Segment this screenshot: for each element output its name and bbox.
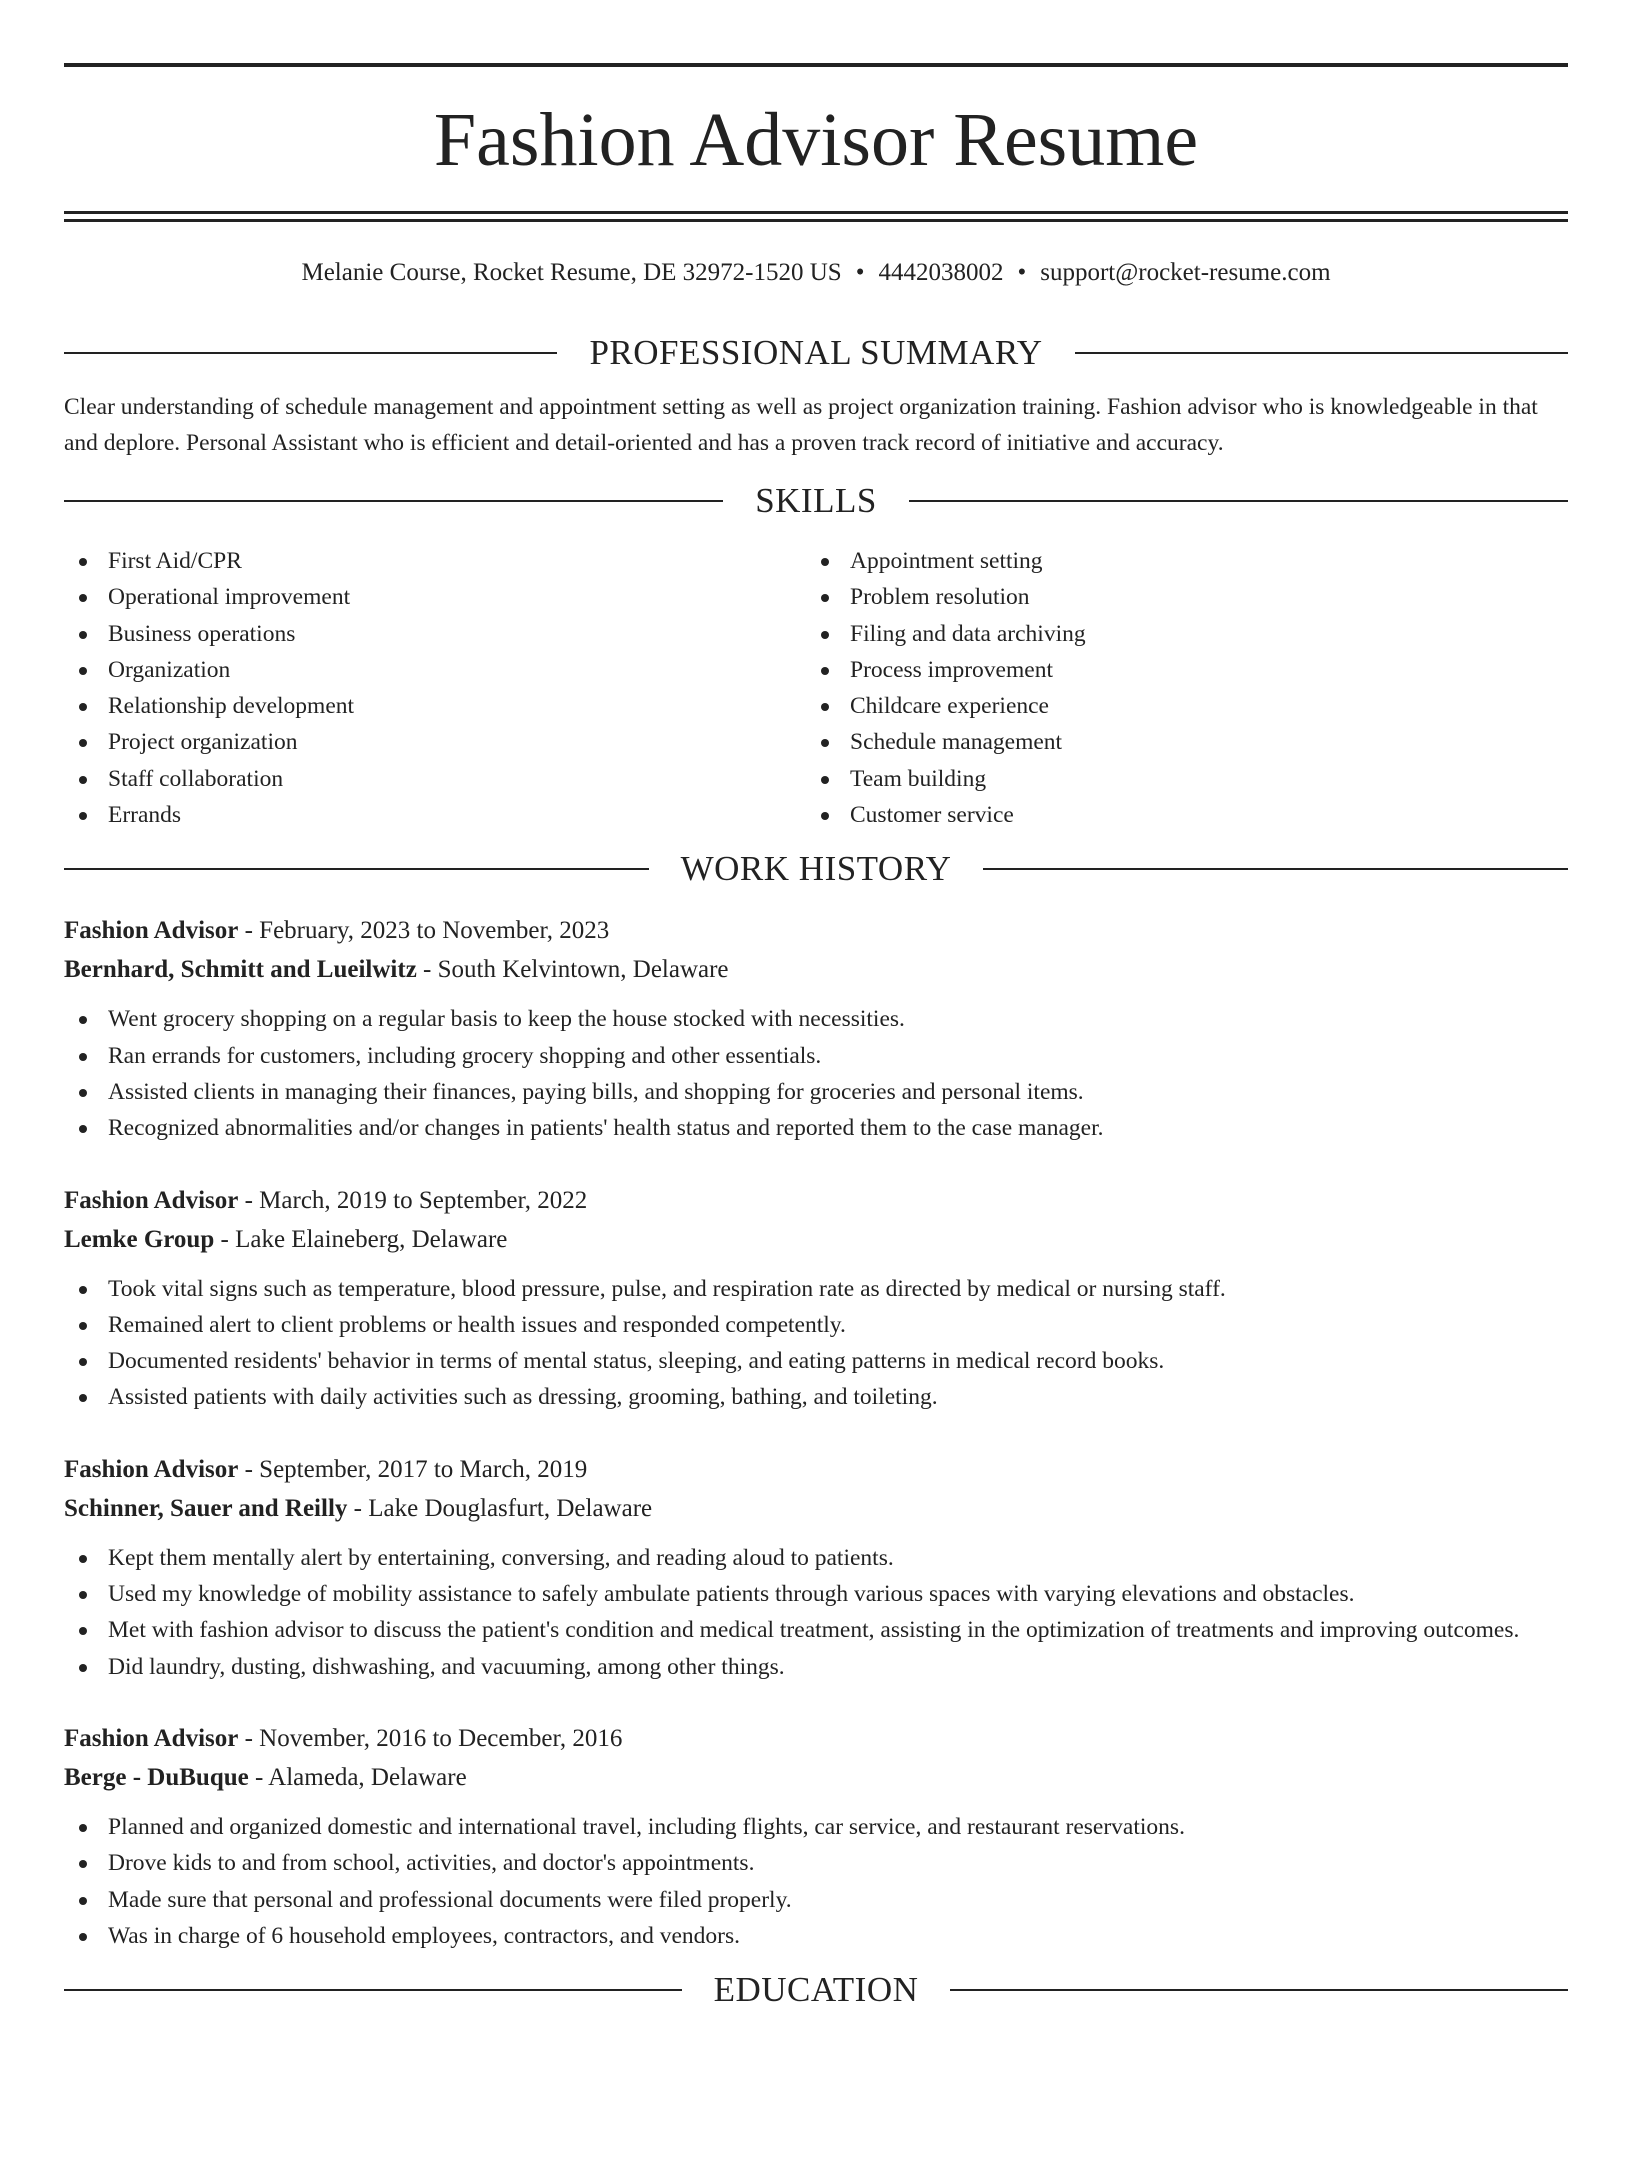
job-bullets — [64, 1001, 1568, 1146]
job-location: - Alameda, Delaware — [248, 1763, 467, 1791]
job-dates: - September, 2017 to March, 2019 — [238, 1455, 588, 1483]
section-rule — [909, 500, 1568, 502]
summary-text: Clear understanding of schedule management and appointment setting as well as project organization training. Fashion advisor who is knowledgeable in that and deplore. Personal Assistant who is efficient and detail-oriented and has a proven track record of initiative and accuracy. — [64, 394, 1538, 456]
skills-left-list — [64, 543, 806, 833]
job-bullet: Went grocery shopping on a regular basis to keep the house stocked with necessities. — [64, 1001, 1568, 1037]
job-company: Schinner, Sauer and Reilly — [64, 1494, 348, 1522]
job-bullet: Did laundry, dusting, dishwashing, and vacuuming, among other things. — [64, 1649, 1568, 1685]
section-rule — [950, 1989, 1568, 1991]
job-title: Fashion Advisor — [64, 917, 239, 945]
job-dates: - November, 2016 to December, 2016 — [238, 1724, 623, 1752]
section-title: PROFESSIONAL SUMMARY — [589, 333, 1043, 372]
job-bullets — [64, 1540, 1568, 1685]
skill-item: Filing and data archiving — [806, 616, 1548, 652]
job-bullet: Assisted patients with daily activities such as dressing, grooming, bathing, and toileting. — [64, 1379, 1568, 1415]
job-title-line — [64, 1181, 1568, 1220]
job-company-line — [64, 1489, 1568, 1528]
section-header-education — [64, 1968, 1568, 2012]
section-rule — [1075, 352, 1568, 354]
skill-item: First Aid/CPR — [64, 543, 806, 579]
section-rule — [64, 868, 649, 870]
skill-item: Team building — [806, 761, 1548, 797]
job-location: - Lake Elaineberg, Delaware — [214, 1225, 508, 1253]
job-company: Bernhard, Schmitt and Lueilwitz — [64, 956, 417, 984]
section-rule — [64, 500, 723, 502]
job-title-line — [64, 911, 1568, 950]
job-bullets — [64, 1271, 1568, 1416]
skill-item: Staff collaboration — [64, 761, 806, 797]
job-location: - Lake Douglasfurt, Delaware — [347, 1494, 653, 1522]
job-bullet: Ran errands for customers, including grocery shopping and other essentials. — [64, 1038, 1568, 1074]
job-entry — [64, 1450, 1568, 1685]
job-location: - South Kelvintown, Delaware — [416, 956, 729, 984]
job-bullet: Remained alert to client problems or health issues and responded competently. — [64, 1307, 1568, 1343]
skill-item: Childcare experience — [806, 688, 1548, 724]
job-bullet: Documented residents' behavior in terms of mental status, sleeping, and eating patterns in medical record books. — [64, 1343, 1568, 1379]
job-bullet: Was in charge of 6 household employees, contractors, and vendors. — [64, 1918, 1568, 1954]
job-bullet: Planned and organized domestic and international travel, including flights, car service, and restaurant reservations. — [64, 1809, 1568, 1845]
top-rule — [64, 63, 1568, 67]
job-company-line — [64, 950, 1568, 989]
job-bullets — [64, 1809, 1568, 1954]
job-company: Lemke Group — [64, 1225, 215, 1253]
job-title: Fashion Advisor — [64, 1724, 239, 1752]
contact-phone: 4442038002 — [878, 259, 1004, 286]
skill-item: Errands — [64, 797, 806, 833]
section-rule — [64, 352, 557, 354]
skill-item: Problem resolution — [806, 579, 1548, 615]
skill-item: Schedule management — [806, 724, 1548, 760]
job-bullet: Used my knowledge of mobility assistance to safely ambulate patients through various spaces with varying elevations and obstacles. — [64, 1576, 1568, 1612]
section-title: SKILLS — [755, 481, 877, 520]
section-title: WORK HISTORY — [680, 849, 952, 889]
job-bullet: Assisted clients in managing their finances, paying bills, and shopping for groceries and personal items. — [64, 1074, 1568, 1110]
job-title-line — [64, 1719, 1568, 1758]
job-bullet: Made sure that personal and professional documents were filed properly. — [64, 1882, 1568, 1918]
skills-right-list — [806, 543, 1548, 833]
title-double-rule — [64, 211, 1568, 222]
job-title: Fashion Advisor — [64, 1186, 239, 1214]
section-title: EDUCATION — [713, 1970, 919, 2010]
contact-line — [64, 257, 1568, 289]
job-dates: - March, 2019 to September, 2022 — [238, 1186, 588, 1214]
contact-email: support@rocket-resume.com — [1040, 259, 1331, 286]
skill-item: Process improvement — [806, 652, 1548, 688]
skill-item: Project organization — [64, 724, 806, 760]
skill-item: Organization — [64, 652, 806, 688]
skill-item: Business operations — [64, 616, 806, 652]
job-company-line — [64, 1758, 1568, 1797]
job-bullet: Recognized abnormalities and/or changes in patients' health status and reported them to the case manager. — [64, 1110, 1568, 1146]
job-bullet: Kept them mentally alert by entertaining, conversing, and reading aloud to patients. — [64, 1540, 1568, 1576]
job-bullet: Took vital signs such as temperature, blood pressure, pulse, and respiration rate as directed by medical or nursing staff. — [64, 1271, 1568, 1307]
job-bullet: Met with fashion advisor to discuss the patient's condition and medical treatment, assisting in the optimization of treatments and improving outcomes. — [64, 1612, 1568, 1648]
contact-separator: • — [1017, 259, 1027, 286]
job-title: Fashion Advisor — [64, 1455, 239, 1483]
section-header-skills — [64, 479, 1568, 523]
page-title: Fashion Advisor Resume — [433, 98, 1199, 182]
job-entry — [64, 1719, 1568, 1954]
section-header-summary — [64, 331, 1568, 375]
job-bullet: Drove kids to and from school, activities, and doctor's appointments. — [64, 1845, 1568, 1881]
job-company-line — [64, 1220, 1568, 1259]
job-dates: - February, 2023 to November, 2023 — [238, 917, 610, 945]
skill-item: Appointment setting — [806, 543, 1548, 579]
section-rule — [983, 868, 1568, 870]
job-entry — [64, 911, 1568, 1146]
resume-page — [0, 63, 1632, 2175]
skills-columns — [64, 543, 1568, 833]
section-rule — [64, 1989, 682, 1991]
contact-separator: • — [855, 259, 865, 286]
job-company: Berge - DuBuque — [64, 1763, 249, 1791]
skill-item: Customer service — [806, 797, 1548, 833]
job-entry — [64, 1181, 1568, 1416]
contact-address: Melanie Course, Rocket Resume, DE 32972-1520 US — [301, 259, 842, 286]
section-header-work — [64, 847, 1568, 891]
job-title-line — [64, 1450, 1568, 1489]
skill-item: Operational improvement — [64, 579, 806, 615]
work-history-list — [64, 911, 1568, 1954]
skill-item: Relationship development — [64, 688, 806, 724]
